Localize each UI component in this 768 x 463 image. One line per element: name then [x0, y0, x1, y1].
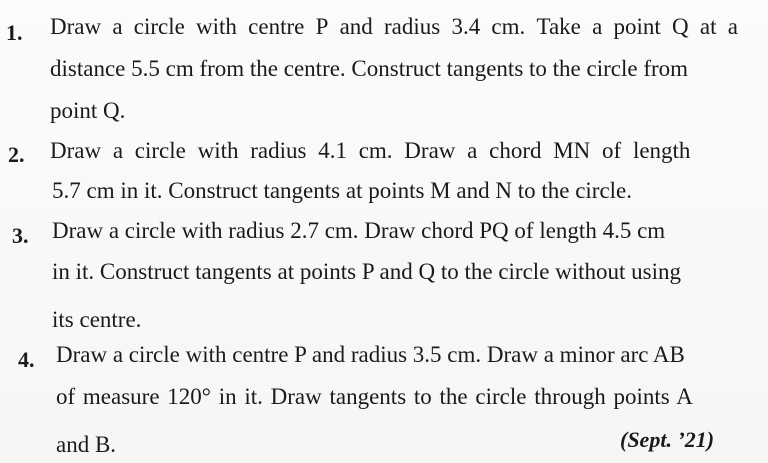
question-1-line-2: distance 5.5 cm from the centre. Construct tangents to the circle from: [50, 56, 689, 81]
question-4-source-citation: (Sept. ’21): [620, 427, 715, 452]
question-3-number: 3.: [12, 223, 29, 248]
question-3-line-3: its centre.: [52, 307, 142, 332]
question-2-line-1: Draw a circle with radius 4.1 cm. Draw a chord MN of length: [50, 138, 691, 163]
question-4-line-3: and B.: [56, 432, 117, 457]
question-3-line-2: in it. Construct tangents at points P and Q to the circle without using: [52, 259, 682, 284]
question-2-number: 2.: [8, 142, 25, 167]
question-4-line-2: of measure 120° in it. Draw tangents to the circle through points A: [56, 384, 693, 409]
question-1-line-3: point Q.: [50, 98, 126, 123]
question-1-line-1: Draw a circle with centre P and radius 3.4 cm. Take a point Q at a: [50, 14, 738, 39]
question-4-number: 4.: [18, 347, 35, 372]
question-3-line-1: Draw a circle with radius 2.7 cm. Draw chord PQ of length 4.5 cm: [52, 218, 666, 243]
question-4-line-1: Draw a circle with centre P and radius 3.5 cm. Draw a minor arc AB: [56, 342, 685, 367]
question-1-number: 1.: [6, 20, 23, 45]
question-2-line-2: 5.7 cm in it. Construct tangents at points M and N to the circle.: [52, 178, 633, 203]
